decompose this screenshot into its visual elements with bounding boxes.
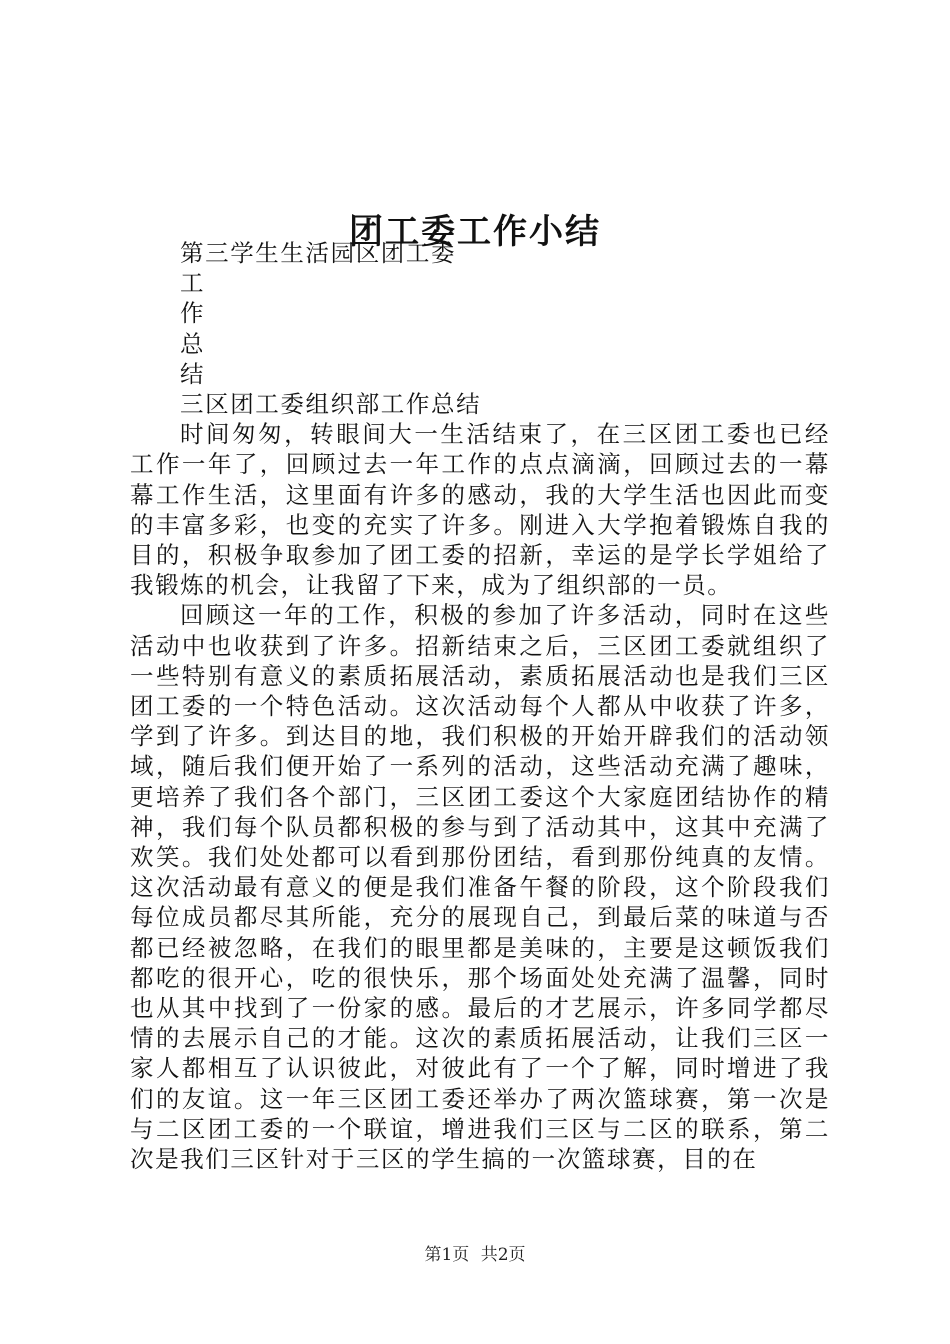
- document-body: [130, 238, 830, 1174]
- paragraph: 回顾这一年的工作，积极的参加了许多活动，同时在这些活动中也收获到了许多。招新结束之后，三区团工委就组织了一些特别有意义的素质拓展活动，素质拓展活动也是我们三区团工委的一个特色活动。这次活动每个人都从中收获了许多，学到了许多。到达目的地，我们积极的开始开辟我们的活动领域，随后我们便开始了一系列的活动，这些活动充满了趣味，更培养了我们各个部门，三区团工委这个大家庭团结协作的精神，我们每个队员都积极的参与到了活动其中，这其中充满了欢笑。我们处处都可以看到那份团结，看到那份纯真的友情。这次活动最有意义的便是我们准备午餐的阶段，这个阶段我们每位成员都尽其所能，充分的展现自己，到最后菜的味道与否都已经被忽略，在我们的眼里都是美味的，主要是这顿饭我们都吃的很开心，吃的很快乐，那个场面处处充满了温馨，同时也从其中找到了一份家的感。最后的才艺展示，许多同学都尽情的去展示自己的才能。这次的素质拓展活动，让我们三区一家人都相互了认识彼此，对彼此有了一个了解，同时增进了我们的友谊。这一年三区团工委还举办了两次篮球赛，第一次是与二区团工委的一个联谊，增进我们三区与二区的联系，第二次是我们三区针对于三区的学生搞的一次篮球赛，目的在: [130, 601, 830, 1174]
- section-heading: 三区团工委组织部工作总结: [180, 390, 482, 419]
- paragraph: 时间匆匆，转眼间大一生活结束了，在三区团工委也已经工作一年了，回顾过去一年工作的点点滴滴，回顾过去的一幕幕工作生活，这里面有许多的感动，我的大学生活也因此而变的丰富多彩，也变的充实了许多。刚进入大学抱着锻炼自我的目的，积极争取参加了团工委的招新，幸运的是学长学姐给了我锻炼的机会，让我留了下来，成为了组织部的一员。: [130, 420, 830, 600]
- header-line-char: 工: [180, 269, 206, 298]
- header-line-char: 结: [180, 359, 206, 388]
- page-footer: [0, 1244, 950, 1266]
- header-line-char: 作: [180, 299, 206, 328]
- header-line-unit: 第三学生生活园区团工委: [180, 239, 457, 267]
- page-number: 第1页: [424, 1245, 470, 1265]
- header-line-char: 总: [180, 329, 206, 358]
- document-title: 团工委工作小结: [349, 211, 601, 252]
- page-total: 共2页: [480, 1245, 526, 1265]
